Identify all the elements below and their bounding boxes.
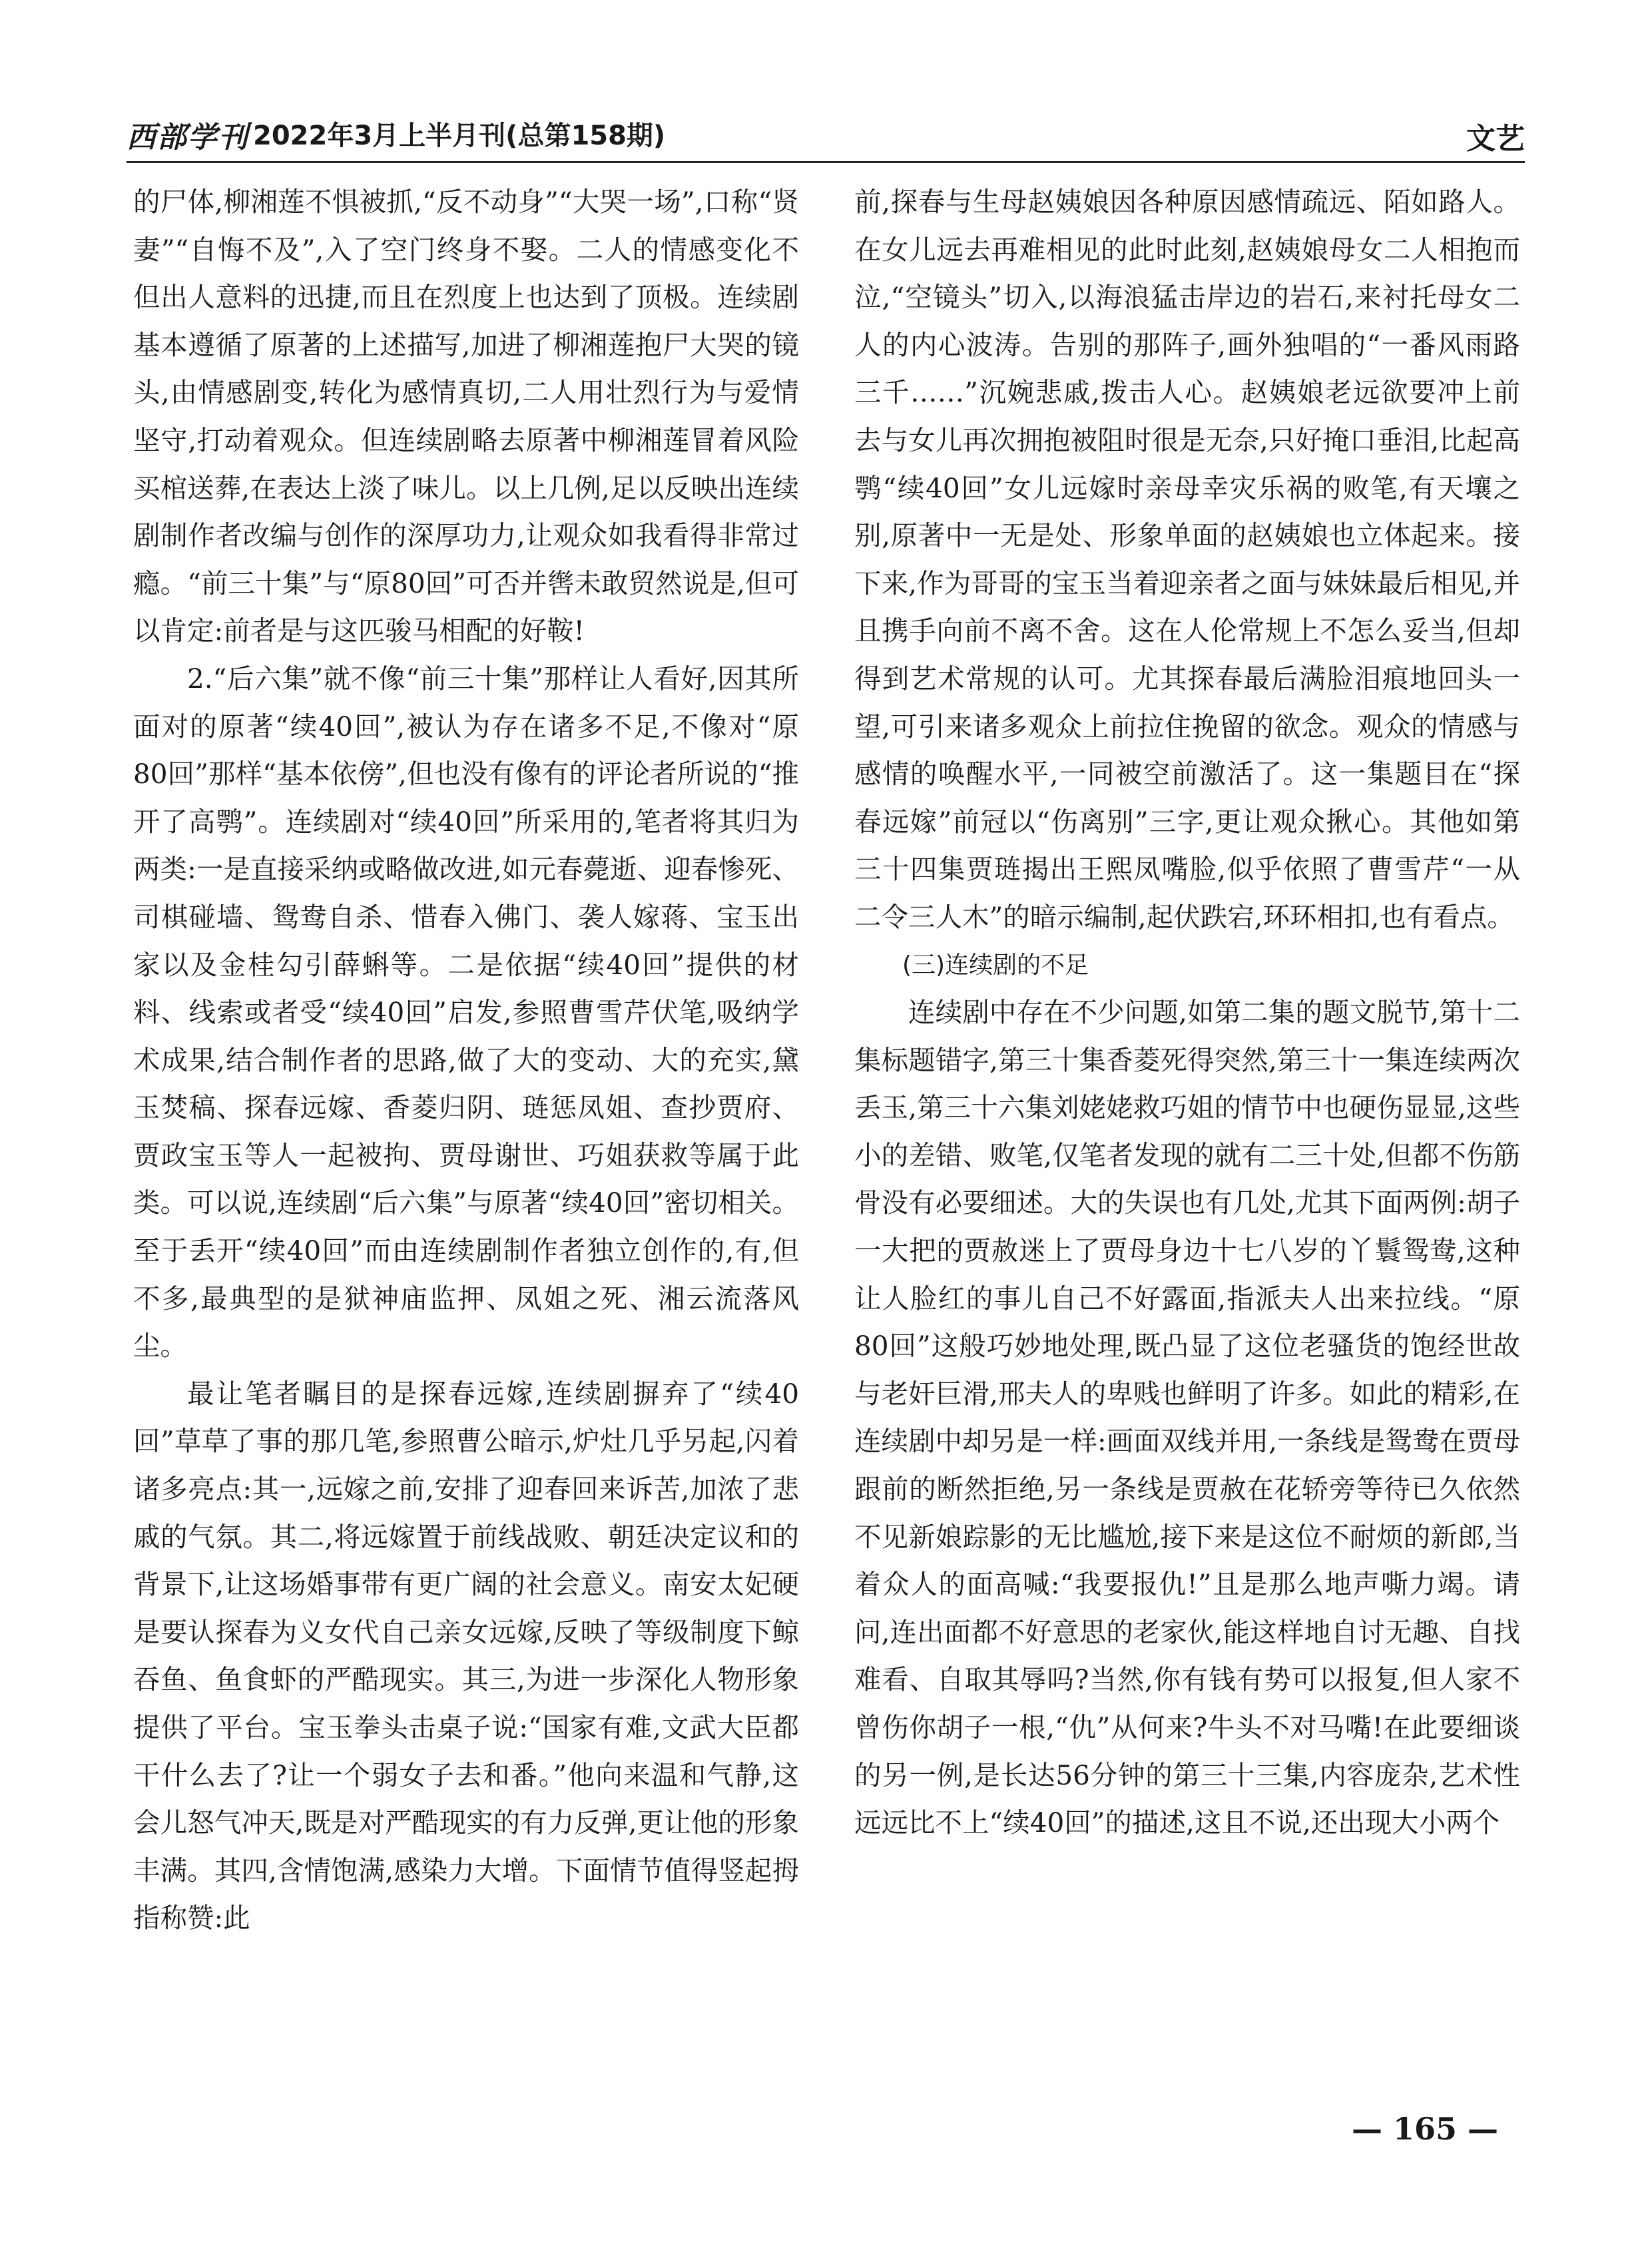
right-column <box>854 178 1520 1847</box>
header-rule <box>127 161 1525 163</box>
running-header <box>127 112 1525 160</box>
paragraph: 连续剧中存在不少问题,如第二集的题文脱节,第十二集标题错字,第三十集香菱死得突然,第三十一集连续两次丢玉,第三十六集刘姥姥救巧姐的情节中也硬伤显显,这些小的差错、败笔,仅笔者发现的就有二三十处,但都不伤筋骨没有必要细述。大的失误也有几处,尤其下面两例:胡子一大把的贾赦迷上了贾母身边十七八岁的丫鬟鸳鸯,这种让人脸红的事儿自己不好露面,指派夫人出来拉线。“原80回”这般巧妙地处理,既凸显了这位老骚货的饱经世故与老奸巨滑,邢夫人的卑贱也鲜明了许多。如此的精彩,在连续剧中却另是一样:画面双线并用,一条线是鸳鸯在贾母跟前的断然拒绝,另一条线是贾赦在花轿旁等待已久依然不见新娘踪影的无比尴尬,接下来是这位不耐烦的新郎,当着众人的面高喊:“我要报仇!”且是那么地声嘶力竭。请问,连出面都不好意思的老家伙,能这样地自讨无趣、自找难看、自取其辱吗?当然,你有钱有势可以报复,但人家不曾伤你胡子一根,“仇”从何来?牛头不对马嘴!在此要细谈的另一例,是长达56分钟的第三十三集,内容庞杂,艺术性远远比不上“续40回”的描述,这且不说,还出现大小两个 <box>854 996 1520 1839</box>
section-name: 文艺 <box>1466 122 1525 156</box>
paragraph: 前,探春与生母赵姨娘因各种原因感情疏远、陌如路人。在女儿远去再难相见的此时此刻,赵姨娘母女二人相抱而泣,“空镜头”切入,以海浪猛击岸边的岩石,来衬托母女二人的内心波涛。告别的那阵子,画外独唱的“一番风雨路三千……”沉婉悲戚,拨击人心。赵姨娘老远欲要冲上前去与女儿再次拥抱被阻时很是无奈,只好掩口垂泪,比起高鹗“续40回”女儿远嫁时亲母幸灾乐祸的败笔,有天壤之别,原著中一无是处、形象单面的赵姨娘也立体起来。接下来,作为哥哥的宝玉当着迎亲者之面与妹妹最后相见,并且携手向前不离不舍。这在人伦常规上不怎么妥当,但却得到艺术常规的认可。尤其探春最后满脸泪痕地回头一望,可引来诸多观众上前拉住挽留的欲念。观众的情感与感情的唤醒水平,一同被空前激活了。这一集题目在“探春远嫁”前冠以“伤离别”三字,更让观众揪心。其他如第三十四集贾琏揭出王熙凤嘴脸,似乎依照了曹雪芹“一从二令三人木”的暗示编制,起伏跌宕,环环相扣,也有看点。 <box>854 186 1520 933</box>
left-column <box>133 178 799 1942</box>
journal-logo: 西部学刊 <box>127 121 249 154</box>
page-number: — 165 — <box>1352 2111 1499 2147</box>
paragraph: 最让笔者瞩目的是探春远嫁,连续剧摒弃了“续40回”草草了事的那几笔,参照曹公暗示,炉灶几乎另起,闪着诸多亮点:其一,远嫁之前,安排了迎春回来诉苦,加浓了悲戚的气氛。其二,将远嫁置于前线战败、朝廷决定议和的背景下,让这场婚事带有更广阔的社会意义。南安太妃硬是要认探春为义女代自己亲女远嫁,反映了等级制度下鲸吞鱼、鱼食虾的严酷现实。其三,为进一步深化人物形象提供了平台。宝玉拳头击桌子说:“国家有难,文武大臣都干什么去了?让一个弱女子去和番。”他向来温和气静,这会儿怒气冲天,既是对严酷现实的有力反弹,更让他的形象丰满。其四,含情饱满,感染力大增。下面情节值得竖起拇指称赞:此 <box>133 1377 799 1934</box>
paragraph: 2.“后六集”就不像“前三十集”那样让人看好,因其所面对的原著“续40回”,被认为存在诸多不足,不像对“原80回”那样“基本依傍”,但也没有像有的评论者所说的“推开了高鹗”。连续剧对“续40回”所采用的,笔者将其归为两类:一是直接采纳或略做改进,如元春薨逝、迎春惨死、司棋碰墙、鸳鸯自杀、惜春入佛门、袭人嫁蒋、宝玉出家以及金桂勾引薛蝌等。二是依据“续40回”提供的材料、线索或者受“续40回”启发,参照曹雪芹伏笔,吸纳学术成果,结合制作者的思路,做了大的变动、大的充实,黛玉焚稿、探春远嫁、香菱归阴、琏惩凤姐、查抄贾府、贾政宝玉等人一起被拘、贾母谢世、巧姐获救等属于此类。可以说,连续剧“后六集”与原著“续40回”密切相关。至于丢开“续40回”而由连续剧制作者独立创作的,有,但不多,最典型的是狱神庙监押、凤姐之死、湘云流落风尘。 <box>133 662 799 1362</box>
section-subheading: (三)连续剧的不足 <box>902 951 1089 979</box>
paragraph: 的尸体,柳湘莲不惧被抓,“反不动身”“大哭一场”,口称“贤妻”“自悔不及”,入了空门终身不娶。二人的情感变化不但出人意料的迅捷,而且在烈度上也达到了顶极。连续剧基本遵循了原著的上述描写,加进了柳湘莲抱尸大哭的镜头,由情感剧变,转化为感情真切,二人用壮烈行为与爱情坚守,打动着观众。但连续剧略去原著中柳湘莲冒着风险买棺送葬,在表达上淡了味儿。以上几例,足以反映出连续剧制作者改编与创作的深厚功力,让观众如我看得非常过瘾。“前三十集”与“原80回”可否并辔未敢贸然说是,但可以肯定:前者是与这匹骏马相配的好鞍! <box>133 186 799 647</box>
issue-info: 2022年3月上半月刊(总第158期) <box>253 121 666 151</box>
